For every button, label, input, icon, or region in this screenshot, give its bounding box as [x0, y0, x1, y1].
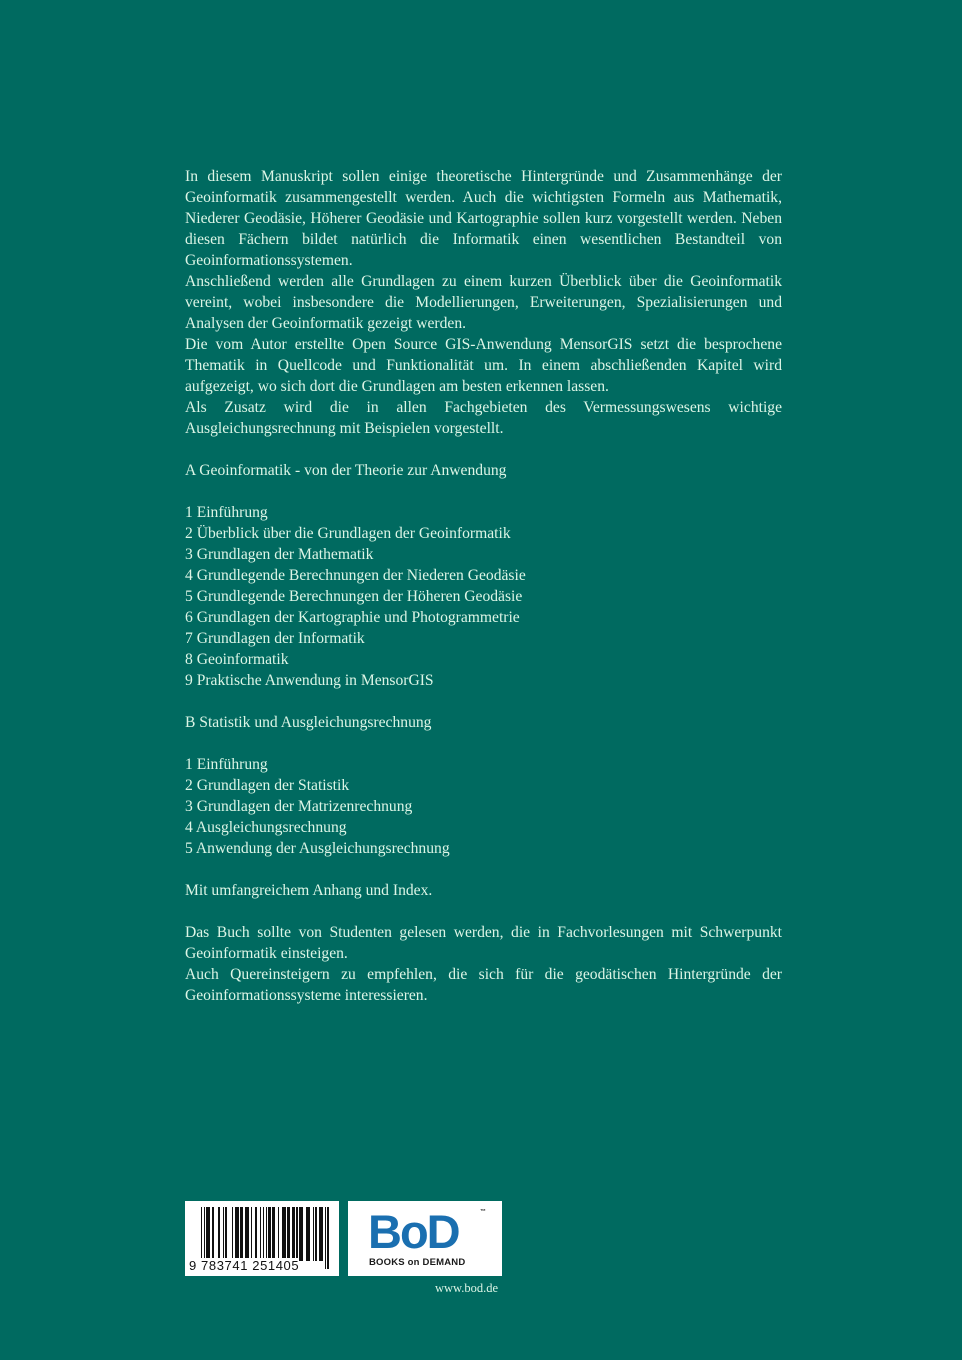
description-paragraph: In diesem Manuskript sollen einige theoretische Hintergründe und Zusammenhänge der Geoinformatik zusammengestellt werden. Auch die wichtigsten Formeln aus Mathematik, Niederer Geodäsie, Höherer Geodäsie und Kartographie sollen kurz vorgestellt werden. Neben diesen Fächern bildet natürlich die Informatik einen wesentlichen Bestandteil von Geoinformationssystemen.	[185, 168, 782, 269]
chapter-item: 2 Überblick über die Grundlagen der Geoinformatik	[185, 525, 511, 542]
appendix-note: Mit umfangreichem Anhang und Index.	[185, 882, 433, 899]
back-cover-text	[185, 166, 782, 1006]
chapter-item: 3 Grundlagen der Matrizenrechnung	[185, 798, 413, 815]
description-paragraph: Als Zusatz wird die in allen Fachgebieten des Vermessungswesens wichtige Ausgleichungsrechnung mit Beispielen vorgestellt.	[185, 399, 782, 437]
part-a-title: A Geoinformatik - von der Theorie zur Anwendung	[185, 462, 507, 479]
part-a-chapter-list	[185, 502, 782, 691]
barcode-bars	[201, 1207, 329, 1261]
audience-paragraph: Das Buch sollte von Studenten gelesen werden, die in Fachvorlesungen mit Schwerpunkt Geoinformatik einsteigen.	[185, 924, 782, 962]
part-b-chapter-list	[185, 754, 782, 859]
publisher-tagline: BOOKS on DEMAND	[369, 1257, 466, 1268]
publisher-logo	[348, 1201, 502, 1276]
isbn-barcode	[185, 1201, 339, 1276]
chapter-item: 4 Grundlegende Berechnungen der Niederen Geodäsie	[185, 567, 526, 584]
bod-logo-text: BoD	[368, 1205, 459, 1258]
chapter-item: 6 Grundlagen der Kartographie und Photogrammetrie	[185, 609, 520, 626]
description-paragraph: Die vom Autor erstellte Open Source GIS-Anwendung MensorGIS setzt die besprochene Thematik in Quellcode und Funktionalität um. In einem abschließenden Kapitel wird aufgezeigt, wo sich dort die Grundlagen am besten erkennen lassen.	[185, 336, 782, 395]
chapter-item: 5 Grundlegende Berechnungen der Höheren Geodäsie	[185, 588, 523, 605]
publisher-website: www.bod.de	[435, 1281, 499, 1295]
barcode-bar	[327, 1207, 328, 1269]
part-b-title: B Statistik und Ausgleichungsrechnung	[185, 714, 432, 731]
audience-paragraph: Auch Quereinsteigern zu empfehlen, die sich für die geodätischen Hintergründe der Geoinformationssysteme interessieren.	[185, 966, 782, 1004]
chapter-item: 4 Ausgleichungsrechnung	[185, 819, 347, 836]
chapter-item: 8 Geoinformatik	[185, 651, 289, 668]
chapter-item: 5 Anwendung der Ausgleichungsrechnung	[185, 840, 450, 857]
trademark-symbol: ™	[480, 1209, 486, 1215]
chapter-item: 1 Einführung	[185, 504, 268, 521]
barcode-digits: 9 783741 251405	[189, 1258, 300, 1273]
chapter-item: 3 Grundlagen der Mathematik	[185, 546, 374, 563]
chapter-item: 9 Praktische Anwendung in MensorGIS	[185, 672, 434, 689]
chapter-item: 7 Grundlagen der Informatik	[185, 630, 365, 647]
description-paragraph: Anschließend werden alle Grundlagen zu einem kurzen Überblick über die Geoinformatik vereint, wobei insbesondere die Modellierungen, Erweiterungen, Spezialisierungen und Analysen der Geoinformatik gezeigt werden.	[185, 273, 782, 332]
chapter-item: 2 Grundlagen der Statistik	[185, 777, 350, 794]
chapter-item: 1 Einführung	[185, 756, 268, 773]
